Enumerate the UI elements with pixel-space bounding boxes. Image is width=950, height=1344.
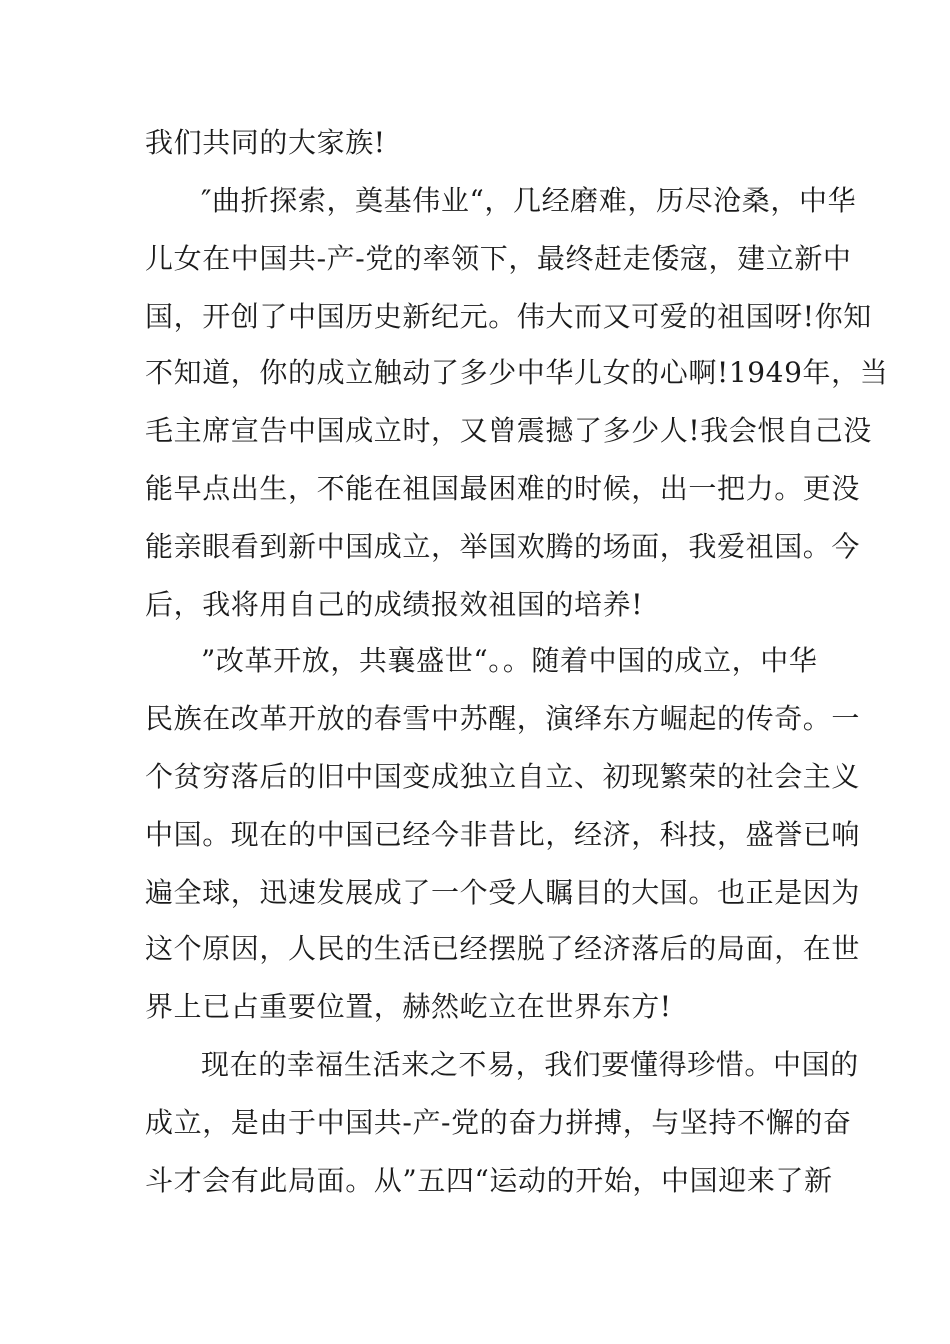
paragraph-start-line: 现在的幸福生活来之不易，我们要懂得珍惜。中国的 <box>201 1048 859 1081</box>
text-line: 毛主席宣告中国成立时，又曾震撼了多少人!我会恨自己没 <box>145 414 872 447</box>
text-line: 不知道，你的成立触动了多少中华儿女的心啊!1949年，当 <box>145 356 889 389</box>
text-line: 国，开创了中国历史新纪元。伟大而又可爱的祖国呀!你知 <box>145 300 872 333</box>
text-line: 个贫穷落后的旧中国变成独立自立、初现繁荣的社会主义 <box>145 760 861 793</box>
text-line: 遍全球，迅速发展成了一个受人瞩目的大国。也正是因为 <box>145 876 861 909</box>
text-line: 界上已占重要位置，赫然屹立在世界东方! <box>145 990 672 1023</box>
text-line: 这个原因，人民的生活已经摆脱了经济落后的局面，在世 <box>145 932 861 965</box>
text-line: 能亲眼看到新中国成立，举国欢腾的场面，我爱祖国。今 <box>145 530 861 563</box>
text-line: 儿女在中国共-产-党的率领下，最终赶走倭寇，建立新中 <box>145 242 852 275</box>
text-line: 我们共同的大家族! <box>145 126 386 159</box>
text-line: 中国。现在的中国已经今非昔比，经济，科技，盛誉已响 <box>145 818 861 851</box>
text-line: 成立，是由于中国共-产-党的奋力拼搏，与坚持不懈的奋 <box>145 1106 852 1139</box>
text-line: 民族在改革开放的春雪中苏醒，演绎东方崛起的传奇。一 <box>145 702 861 735</box>
text-line: 斗才会有此局面。从”五四“运动的开始，中国迎来了新 <box>145 1164 833 1197</box>
text-line: 能早点出生，不能在祖国最困难的时候，出一把力。更没 <box>145 472 861 505</box>
paragraph-start-line: ″曲折探索，奠基伟业“，几经磨难，历尽沧桑，中华 <box>201 184 857 217</box>
paragraph-start-line: ”改革开放，共襄盛世“。。随着中国的成立，中华 <box>201 644 818 677</box>
text-line: 后，我将用自己的成绩报效祖国的培养! <box>145 588 644 621</box>
